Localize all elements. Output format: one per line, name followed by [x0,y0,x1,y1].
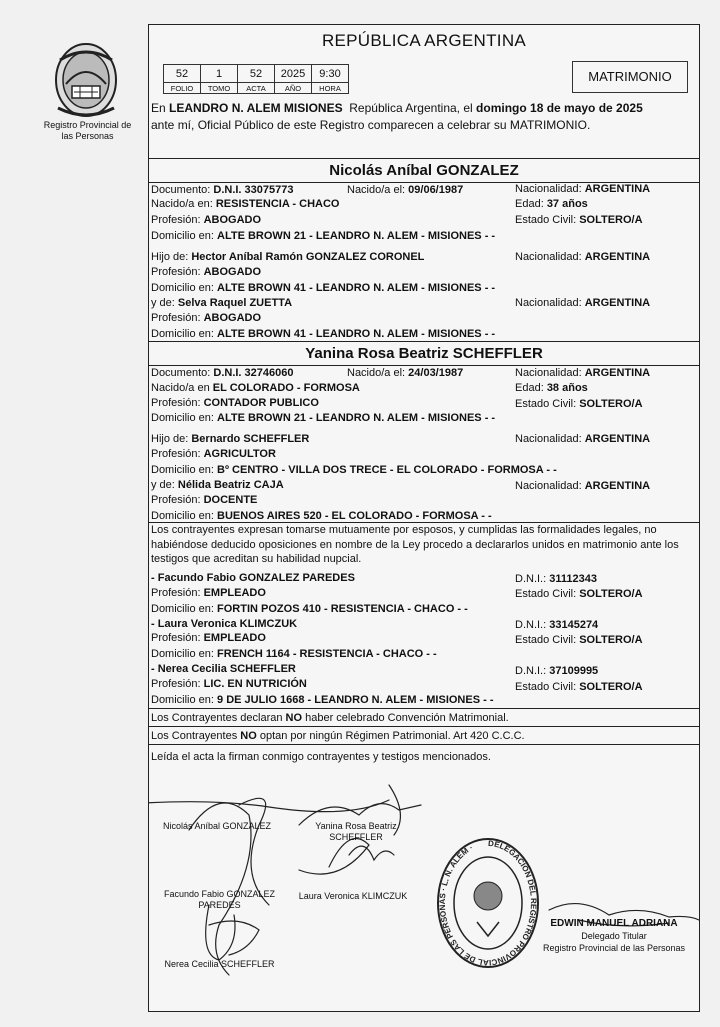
witness3-dni: D.N.I.: 37109995 [515,665,599,677]
regime-text: Los Contrayentes NO optan por ningún Régimen Patrimonial. Art 420 C.C.C. [151,730,525,742]
acta-label: ACTA [238,83,275,94]
witness1-name: - Facundo Fabio GONZALEZ PAREDES [151,572,355,584]
year-label: AÑO [275,83,312,94]
convention-text: Los Contrayentes declaran NO haber celebrado Convención Matrimonial. [151,712,509,724]
signature-label-witness2: Laura Veronica KLIMCZUK [298,891,408,901]
spouse1-place: Nacido/a en: RESISTENCIA - CHACO [151,198,340,210]
folio-value: 52 [164,65,201,83]
spouse2-addr: Domicilio en: ALTE BROWN 21 - LEANDRO N. ALEM - MISIONES - - [151,412,496,424]
signature-label-witness1: Facundo Fabio GONZALEZ PAREDES [163,889,276,910]
witness2-dni: D.N.I.: 33145274 [515,619,599,631]
provincia-de-misiones-shield-icon [50,40,122,120]
spouse2-mother-nat: Nacionalidad: ARGENTINA [515,480,651,492]
witness1-civil: Estado Civil: SOLTERO/A [515,588,643,600]
year-value: 2025 [275,65,312,83]
spouse2-father-prof: Profesión: AGRICULTOR [151,448,276,460]
spouse2-doc: Documento: D.N.I. 32746060 [151,367,294,379]
spouse1-mother-prof: Profesión: ABOGADO [151,312,262,324]
spouse2-father-addr: Domicilio en: Bº CENTRO - VILLA DOS TRECE - EL COLORADO - FORMOSA - - [151,464,557,476]
certificate-title: REPÚBLICA ARGENTINA [321,31,527,50]
acta-value: 52 [238,65,275,83]
spouse1-doc: Documento: D.N.I. 33075773 [151,184,294,196]
witness3-prof: Profesión: LIC. EN NUTRICIÓN [151,678,307,690]
spouse1-born: Nacido/a el: 09/06/1987 [347,184,464,196]
spouse2-place: Nacido/a en EL COLORADO - FORMOSA [151,382,360,394]
spouse1-civil: Estado Civil: SOLTERO/A [515,214,643,226]
official-signature-block: EDWIN MANUEL ADRIANA Delegado Titular Registro Provincial de las Personas [542,918,686,953]
handwritten-signatures [149,25,701,1013]
spouse1-father: Hijo de: Hector Aníbal Ramón GONZALEZ CORONEL [151,251,425,263]
registry-caption: Registro Provincial de las Personas [43,120,132,141]
marriage-certificate [148,24,700,1012]
witness2-name: - Laura Veronica KLIMCZUK [151,618,298,630]
folio-label: FOLIO [164,83,201,94]
witness3-name: - Nerea Cecilia SCHEFFLER [151,663,296,675]
tomo-value: 1 [201,65,238,83]
declaration-text: Los contrayentes expresan tomarse mutuamente por esposos, y cumplidas las formalidades legales, no habiéndose deducido oposiciones en nombre de la Ley procedo a declararlos unidos en matrimonio ante los testigos que acreditan su habilidad nupcial. [151,524,679,565]
spouse1-father-nat: Nacionalidad: ARGENTINA [515,251,651,263]
spouse2-father: Hijo de: Bernardo SCHEFFLER [151,433,310,445]
spouse2-name: Yanina Rosa Beatriz SCHEFFLER [305,345,543,362]
hour-label: HORA [312,83,349,94]
witness2-addr: Domicilio en: FRENCH 1164 - RESISTENCIA - CHACO - - [151,648,437,660]
signature-label-witness3: Nerea Cecilia SCHEFFLER [164,959,275,969]
official-seal-icon [435,836,541,970]
witness1-prof: Profesión: EMPLEADO [151,587,266,599]
spouse2-mother-prof: Profesión: DOCENTE [151,494,258,506]
spouse1-nat: Nacionalidad: ARGENTINA [515,183,651,195]
tomo-label: TOMO [201,83,238,94]
spouse1-prof: Profesión: ABOGADO [151,214,262,226]
record-type: MATRIMONIO [572,61,688,93]
spouse1-addr: Domicilio en: ALTE BROWN 21 - LEANDRO N. ALEM - MISIONES - - [151,230,496,242]
witness2-civil: Estado Civil: SOLTERO/A [515,634,643,646]
witness2-prof: Profesión: EMPLEADO [151,632,266,644]
spouse2-father-nat: Nacionalidad: ARGENTINA [515,433,651,445]
spouse2-mother: y de: Nélida Beatriz CAJA [151,479,284,491]
spouse2-civil: Estado Civil: SOLTERO/A [515,398,643,410]
spouse1-father-addr: Domicilio en: ALTE BROWN 41 - LEANDRO N. ALEM - MISIONES - - [151,282,496,294]
spouse1-mother-nat: Nacionalidad: ARGENTINA [515,297,651,309]
spouse2-born: Nacido/a el: 24/03/1987 [347,367,464,379]
spouse2-nat: Nacionalidad: ARGENTINA [515,367,651,379]
witness1-dni: D.N.I.: 31112343 [515,573,597,585]
signature-label-spouse2: Yanina Rosa Beatriz SCHEFFLER [315,821,397,842]
witness3-civil: Estado Civil: SOLTERO/A [515,681,643,693]
svg-text:DELEGACIÓN DEL REGISTRO PROVIN: DELEGACIÓN DEL REGISTRO PROVINCIAL DE LAS PERSONAS · L. N. ALEM · [437,838,538,968]
witness1-addr: Domicilio en: FORTIN POZOS 410 - RESISTENCIA - CHACO - - [151,603,468,615]
witness3-addr: Domicilio en: 9 DE JULIO 1668 - LEANDRO N. ALEM - MISIONES - - [151,694,494,706]
spouse1-age: Edad: 37 años [515,198,588,210]
spouse1-mother: y de: Selva Raquel ZUETTA [151,297,293,309]
signature-label-spouse1: Nicolás Aníbal GONZALEZ [162,821,272,831]
spouse1-name: Nicolás Aníbal GONZALEZ [329,162,519,179]
spouse1-father-prof: Profesión: ABOGADO [151,266,262,278]
spouse2-mother-addr: Domicilio en: BUENOS AIRES 520 - EL COLORADO - FORMOSA - - [151,510,492,522]
spouse2-age: Edad: 38 años [515,382,588,394]
spouse1-mother-addr: Domicilio en: ALTE BROWN 41 - LEANDRO N. ALEM - MISIONES - - [151,328,496,340]
closing-text: Leída el acta la firman conmigo contrayentes y testigos mencionados. [151,751,491,763]
hour-value: 9:30 [312,65,349,83]
spouse2-prof: Profesión: CONTADOR PUBLICO [151,397,319,409]
intro-paragraph: En LEANDRO N. ALEM MISIONES República Argentina, el domingo 18 de mayo de 2025 ante mí, Oficial Público de este Registro comparecen a celebrar su MATRIMONIO. [151,101,643,132]
